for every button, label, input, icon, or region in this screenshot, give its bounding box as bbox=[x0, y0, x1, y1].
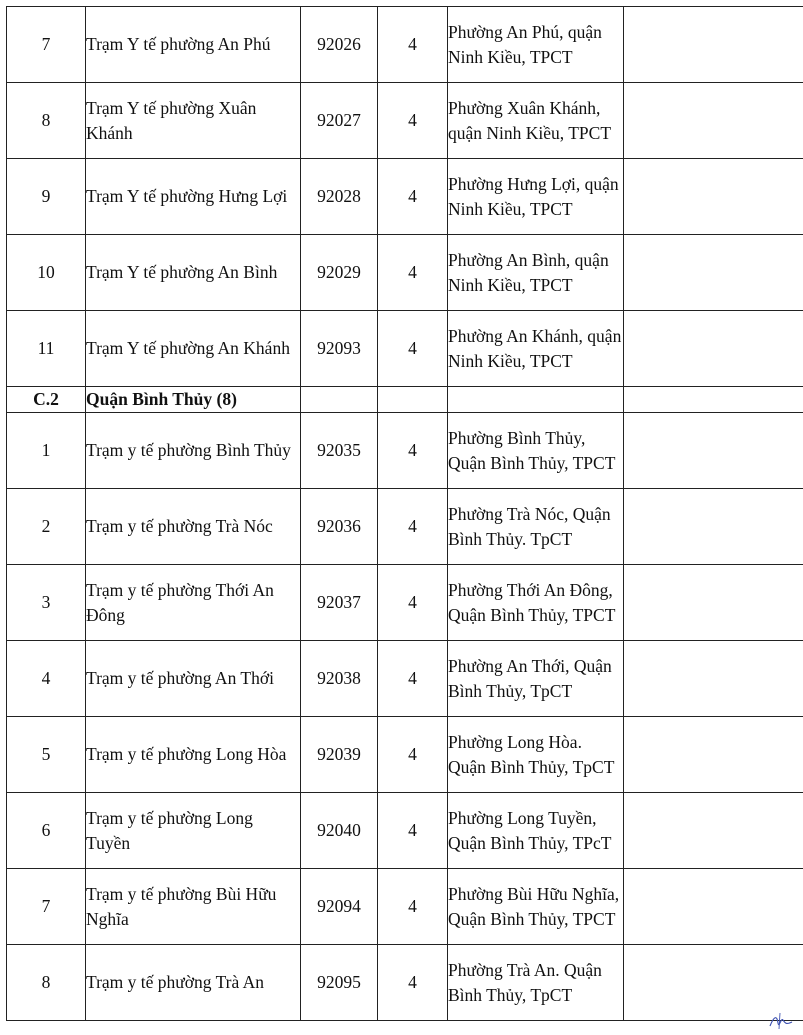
station-code: 92094 bbox=[301, 869, 378, 945]
station-address: Phường Hưng Lợi, quận Ninh Kiều, TPCT bbox=[448, 159, 624, 235]
station-level: 4 bbox=[378, 311, 448, 387]
station-address: Phường Trà An. Quận Bình Thủy, TpCT bbox=[448, 945, 624, 1021]
row-number: 7 bbox=[7, 7, 86, 83]
row-number: 6 bbox=[7, 793, 86, 869]
station-level: 4 bbox=[378, 565, 448, 641]
station-name: Trạm y tế phường Bùi Hữu Nghĩa bbox=[86, 869, 301, 945]
station-code: 92026 bbox=[301, 7, 378, 83]
table-row bbox=[7, 311, 803, 387]
station-note bbox=[624, 235, 803, 311]
empty-cell bbox=[378, 387, 448, 413]
row-number: 4 bbox=[7, 641, 86, 717]
station-level: 4 bbox=[378, 793, 448, 869]
station-note bbox=[624, 159, 803, 235]
station-name: Trạm Y tế phường An Khánh bbox=[86, 311, 301, 387]
station-level: 4 bbox=[378, 83, 448, 159]
station-note bbox=[624, 793, 803, 869]
station-note bbox=[624, 83, 803, 159]
station-address: Phường Thới An Đông, Quận Bình Thủy, TPCT bbox=[448, 565, 624, 641]
table-row bbox=[7, 565, 803, 641]
station-note bbox=[624, 413, 803, 489]
station-code: 92093 bbox=[301, 311, 378, 387]
section-row bbox=[7, 387, 803, 413]
table-row bbox=[7, 83, 803, 159]
row-number: 3 bbox=[7, 565, 86, 641]
table-row bbox=[7, 235, 803, 311]
row-number: 1 bbox=[7, 413, 86, 489]
row-number: 8 bbox=[7, 83, 86, 159]
station-code: 92095 bbox=[301, 945, 378, 1021]
station-address: Phường Long Tuyền, Quận Bình Thủy, TPcT bbox=[448, 793, 624, 869]
table-row bbox=[7, 159, 803, 235]
health-station-table bbox=[6, 6, 803, 1021]
station-address: Phường Bùi Hữu Nghĩa, Quận Bình Thủy, TPCT bbox=[448, 869, 624, 945]
station-address: Phường Bình Thủy, Quận Bình Thủy, TPCT bbox=[448, 413, 624, 489]
station-note bbox=[624, 311, 803, 387]
row-number: 2 bbox=[7, 489, 86, 565]
section-number: C.2 bbox=[7, 387, 86, 413]
station-name: Trạm y tế phường Bình Thủy bbox=[86, 413, 301, 489]
station-code: 92040 bbox=[301, 793, 378, 869]
station-name: Trạm Y tế phường Hưng Lợi bbox=[86, 159, 301, 235]
station-level: 4 bbox=[378, 945, 448, 1021]
station-level: 4 bbox=[378, 869, 448, 945]
row-number: 9 bbox=[7, 159, 86, 235]
station-note bbox=[624, 869, 803, 945]
station-address: Phường Xuân Khánh, quận Ninh Kiều, TPCT bbox=[448, 83, 624, 159]
station-name: Trạm y tế phường Long Tuyền bbox=[86, 793, 301, 869]
station-name: Trạm y tế phường An Thới bbox=[86, 641, 301, 717]
station-code: 92028 bbox=[301, 159, 378, 235]
station-name: Trạm y tế phường Trà Nóc bbox=[86, 489, 301, 565]
station-code: 92035 bbox=[301, 413, 378, 489]
station-note bbox=[624, 641, 803, 717]
station-level: 4 bbox=[378, 717, 448, 793]
row-number: 10 bbox=[7, 235, 86, 311]
station-note bbox=[624, 717, 803, 793]
station-note bbox=[624, 565, 803, 641]
station-address: Phường Trà Nóc, Quận Bình Thủy. TpCT bbox=[448, 489, 624, 565]
row-number: 11 bbox=[7, 311, 86, 387]
station-name: Trạm Y tế phường An Bình bbox=[86, 235, 301, 311]
table-row bbox=[7, 793, 803, 869]
station-code: 92027 bbox=[301, 83, 378, 159]
station-level: 4 bbox=[378, 235, 448, 311]
station-code: 92029 bbox=[301, 235, 378, 311]
station-code: 92036 bbox=[301, 489, 378, 565]
station-level: 4 bbox=[378, 489, 448, 565]
table-row bbox=[7, 869, 803, 945]
empty-cell bbox=[624, 387, 803, 413]
table-row bbox=[7, 717, 803, 793]
station-note bbox=[624, 7, 803, 83]
station-address: Phường An Thới, Quận Bình Thủy, TpCT bbox=[448, 641, 624, 717]
table-row bbox=[7, 413, 803, 489]
empty-cell bbox=[448, 387, 624, 413]
station-address: Phường An Bình, quận Ninh Kiều, TPCT bbox=[448, 235, 624, 311]
station-code: 92038 bbox=[301, 641, 378, 717]
section-title: Quận Bình Thủy (8) bbox=[86, 387, 301, 413]
station-name: Trạm y tế phường Trà An bbox=[86, 945, 301, 1021]
station-address: Phường An Khánh, quận Ninh Kiều, TPCT bbox=[448, 311, 624, 387]
station-level: 4 bbox=[378, 7, 448, 83]
station-level: 4 bbox=[378, 641, 448, 717]
table-row bbox=[7, 7, 803, 83]
table-row bbox=[7, 945, 803, 1021]
station-name: Trạm Y tế phường Xuân Khánh bbox=[86, 83, 301, 159]
table-row bbox=[7, 641, 803, 717]
row-number: 7 bbox=[7, 869, 86, 945]
signature-mark bbox=[768, 1011, 794, 1031]
station-code: 92037 bbox=[301, 565, 378, 641]
station-name: Trạm Y tế phường An Phú bbox=[86, 7, 301, 83]
station-name: Trạm y tế phường Thới An Đông bbox=[86, 565, 301, 641]
station-level: 4 bbox=[378, 413, 448, 489]
row-number: 5 bbox=[7, 717, 86, 793]
row-number: 8 bbox=[7, 945, 86, 1021]
station-address: Phường An Phú, quận Ninh Kiều, TPCT bbox=[448, 7, 624, 83]
empty-cell bbox=[301, 387, 378, 413]
station-note bbox=[624, 945, 803, 1021]
station-name: Trạm y tế phường Long Hòa bbox=[86, 717, 301, 793]
station-note bbox=[624, 489, 803, 565]
table-row bbox=[7, 489, 803, 565]
station-address: Phường Long Hòa. Quận Bình Thủy, TpCT bbox=[448, 717, 624, 793]
station-level: 4 bbox=[378, 159, 448, 235]
station-code: 92039 bbox=[301, 717, 378, 793]
